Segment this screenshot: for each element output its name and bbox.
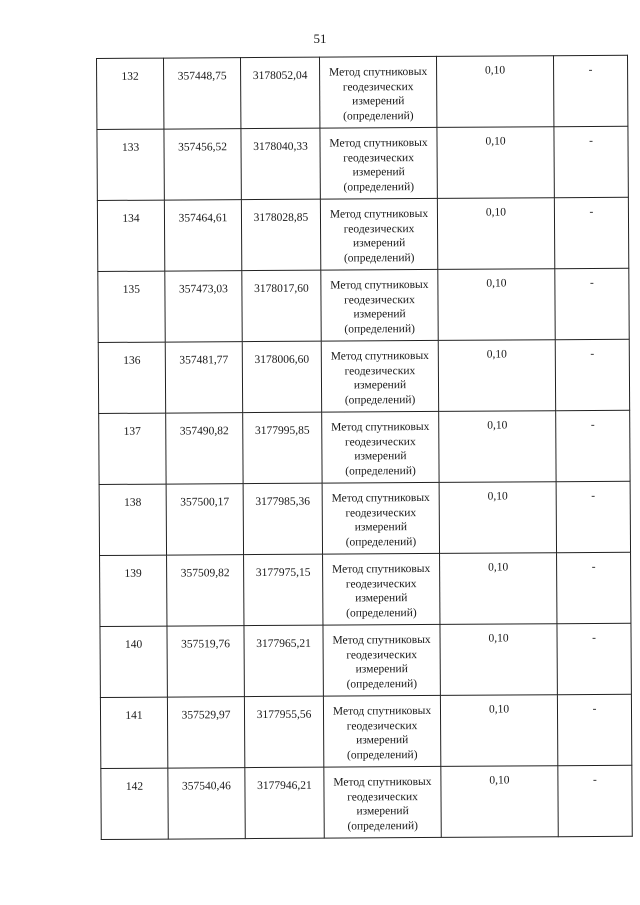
point-number-cell: 141 [100, 697, 167, 768]
y-coordinate-cell: 3178040,33 [241, 128, 320, 199]
accuracy-cell: 0,10 [438, 340, 555, 412]
point-number-cell: 133 [97, 129, 164, 200]
x-coordinate-cell: 357529,97 [167, 697, 244, 768]
y-coordinate-cell: 3177975,15 [244, 554, 323, 625]
accuracy-cell: 0,10 [438, 269, 555, 341]
accuracy-cell: 0,10 [437, 198, 554, 270]
table-row [99, 410, 630, 484]
description-cell: - [554, 126, 628, 197]
accuracy-cell: 0,10 [439, 482, 556, 554]
y-coordinate-cell: 3177965,21 [244, 625, 323, 696]
point-number-cell: 142 [101, 768, 168, 839]
accuracy-cell: 0,10 [437, 127, 554, 199]
method-cell: Метод спутниковых геодезических измерений (определений) [322, 482, 439, 554]
x-coordinate-cell: 357448,75 [164, 58, 241, 129]
method-cell: Метод спутниковых геодезических измерений (определений) [322, 411, 439, 483]
point-number-cell: 140 [100, 626, 167, 697]
x-coordinate-cell: 357500,17 [166, 484, 243, 555]
point-number-cell: 135 [98, 271, 165, 342]
y-coordinate-cell: 3178017,60 [242, 270, 321, 341]
y-coordinate-cell: 3178006,60 [242, 341, 321, 412]
page-number: 51 [313, 31, 327, 46]
point-number-cell: 139 [100, 555, 167, 626]
description-cell: - [557, 694, 631, 765]
point-number-cell: 132 [97, 58, 164, 129]
y-coordinate-cell: 3178052,04 [241, 57, 320, 128]
method-cell: Метод спутниковых геодезических измерений (определений) [324, 766, 441, 838]
table-row [101, 765, 632, 839]
description-cell: - [554, 197, 628, 268]
table-body [97, 55, 633, 839]
x-coordinate-cell: 357519,76 [167, 626, 244, 697]
point-number-cell: 134 [97, 200, 164, 271]
method-cell: Метод спутниковых геодезических измерений (определений) [323, 624, 440, 696]
y-coordinate-cell: 3177946,21 [245, 767, 324, 838]
table-row [100, 623, 631, 697]
x-coordinate-cell: 357540,46 [168, 768, 245, 839]
table-row [97, 126, 628, 200]
method-cell: Метод спутниковых геодезических измерений (определений) [319, 56, 436, 128]
description-cell: - [553, 55, 627, 126]
method-cell: Метод спутниковых геодезических измерений (определений) [323, 695, 440, 767]
description-cell: - [555, 268, 629, 339]
coordinates-table [96, 55, 633, 840]
x-coordinate-cell: 357473,03 [165, 271, 242, 342]
accuracy-cell: 0,10 [440, 624, 557, 696]
point-number-cell: 137 [99, 413, 166, 484]
accuracy-cell: 0,10 [439, 411, 556, 483]
y-coordinate-cell: 3177955,56 [244, 696, 323, 767]
table-row [97, 55, 628, 129]
accuracy-cell: 0,10 [440, 695, 557, 767]
table-row [97, 197, 628, 271]
method-cell: Метод спутниковых геодезических измерений (определений) [320, 198, 437, 270]
table-row [100, 694, 631, 768]
method-cell: Метод спутниковых геодезических измерений (определений) [320, 127, 437, 199]
method-cell: Метод спутниковых геодезических измерений (определений) [323, 553, 440, 625]
table-row [98, 339, 629, 413]
point-number-cell: 136 [98, 342, 165, 413]
y-coordinate-cell: 3178028,85 [241, 199, 320, 270]
description-cell: - [555, 339, 629, 410]
x-coordinate-cell: 357481,77 [165, 342, 242, 413]
description-cell: - [558, 765, 632, 836]
table-row [98, 268, 629, 342]
accuracy-cell: 0,10 [440, 553, 557, 625]
table-row [100, 552, 631, 626]
y-coordinate-cell: 3177995,85 [243, 412, 322, 483]
y-coordinate-cell: 3177985,36 [243, 483, 322, 554]
x-coordinate-cell: 357490,82 [166, 413, 243, 484]
description-cell: - [557, 623, 631, 694]
point-number-cell: 138 [99, 484, 166, 555]
method-cell: Метод спутниковых геодезических измерений (определений) [321, 340, 438, 412]
x-coordinate-cell: 357509,82 [167, 555, 244, 626]
method-cell: Метод спутниковых геодезических измерений (определений) [321, 269, 438, 341]
x-coordinate-cell: 357456,52 [164, 129, 241, 200]
table-row [99, 481, 630, 555]
x-coordinate-cell: 357464,61 [164, 200, 241, 271]
description-cell: - [556, 410, 630, 481]
accuracy-cell: 0,10 [441, 766, 558, 838]
coordinates-table-wrapper [96, 55, 633, 840]
accuracy-cell: 0,10 [436, 56, 553, 128]
description-cell: - [556, 481, 630, 552]
description-cell: - [557, 552, 631, 623]
